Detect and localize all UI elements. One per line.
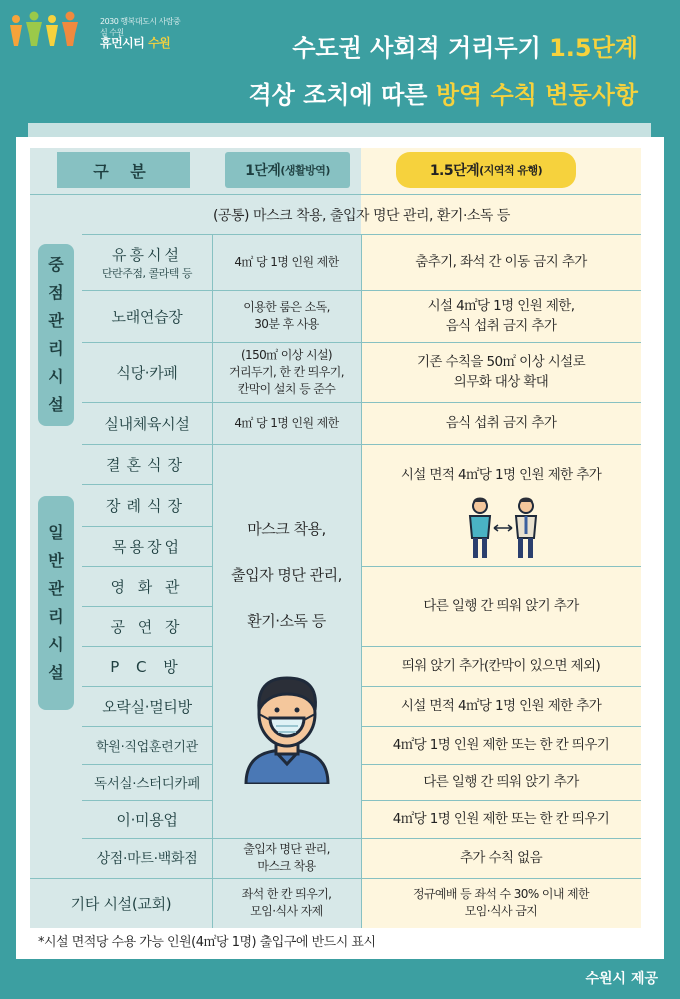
category-store: 상점·마트·백화점 xyxy=(96,851,198,867)
divider xyxy=(30,194,641,195)
masked-man-icon xyxy=(240,672,334,784)
stage15-rule: 다른 일행 간 띄워 앉기 추가 xyxy=(423,774,579,790)
category-beauty-salon: 이·미용업 xyxy=(116,810,178,829)
people-logo-icon xyxy=(8,10,88,48)
group-tag-focus: 중 점 관 리 시 설 xyxy=(38,244,74,426)
category-other-church: 기타 시설(교회) xyxy=(70,894,172,913)
title-underline-banner xyxy=(28,123,651,137)
stage15-rule: 시설 4㎡당 1명 인원 제한, 음식 섭취 금지 추가 xyxy=(427,298,575,334)
category-entertainment: 유흥시설 단란주점, 콜라텍 등 xyxy=(102,245,192,280)
page-title-line2: 격상 조치에 따른 방역 수칙 변동사항 xyxy=(248,81,638,109)
logo xyxy=(8,8,183,48)
header-category: 구 분 xyxy=(57,152,190,188)
stage1-rule: 좌석 한 칸 띄우기, 모임·식사 자제 xyxy=(241,887,332,918)
stage1-rule: (150㎡ 이상 시설) 거리두기, 한 칸 띄우기, 칸막이 설치 등 준수 xyxy=(228,347,344,396)
logo-slogan: 2030 행복대도시 사람중심 수원 xyxy=(100,17,181,37)
logo-city-name: 휴먼시티 수원 xyxy=(100,36,171,50)
category-karaoke: 노래연습장 xyxy=(111,307,183,326)
stage1-general-merged-rule: 마스크 착용, 출입자 명단 관리, 환기·소독 등 xyxy=(231,520,342,630)
stage15-rule: 정규예배 등 좌석 수 30% 이내 제한 모임·식사 금지 xyxy=(412,887,590,918)
category-academy: 학원·직업훈련기관 xyxy=(96,739,198,755)
page-title-line1: 수도권 사회적 거리두기 1.5단계 xyxy=(292,34,638,62)
stage1-rule: 이용한 룸은 소독, 30분 후 사용 xyxy=(243,300,330,331)
common-rule-row: (공통) 마스크 착용, 출입자 명단 관리, 환기·소독 등 xyxy=(213,208,510,224)
stage15-rule: 기존 수칙을 50㎡ 이상 시설로 의무화 대상 확대 xyxy=(416,354,586,390)
credit: 수원시 제공 xyxy=(585,971,658,987)
stage15-rule: 4㎡당 1명 인원 제한 또는 한 칸 띄우기 xyxy=(392,811,610,827)
footnote: *시설 면적당 수용 가능 인원(4㎡당 1명) 출입구에 반드시 표시 xyxy=(38,935,376,950)
header-stage15: 1.5단계 (지역적 유행) xyxy=(396,152,576,188)
header-stage1: 1단계 (생활방역) xyxy=(225,152,350,188)
category-wedding-hall: 결혼식장 xyxy=(106,455,188,474)
stage15-rule: 띄워 앉기 추가(칸막이 있으면 제외) xyxy=(401,658,601,674)
stage15-rule: 춤추기, 좌석 간 이동 금지 추가 xyxy=(415,254,587,270)
category-arcade: 오락실·멀티방 xyxy=(102,697,192,716)
category-pc-room: P C 방 xyxy=(110,657,184,676)
stage15-rule: 시설 면적 4㎡당 1명 인원 제한 추가 xyxy=(400,467,602,483)
category-indoor-sports: 실내체육시설 xyxy=(104,414,190,433)
stage15-rule: 다른 일행 간 띄워 앉기 추가 xyxy=(423,598,579,614)
category-restaurant-cafe: 식당·카페 xyxy=(116,363,178,382)
stage1-rule: 4㎡ 당 1명 인원 제한 xyxy=(234,254,339,269)
category-reading-room: 독서실·스터디카페 xyxy=(94,776,200,792)
stage15-rule: 추가 수칙 없음 xyxy=(459,850,543,866)
stage15-rule: 시설 면적 4㎡당 1명 인원 제한 추가 xyxy=(400,698,602,714)
stage1-rule: 4㎡ 당 1명 인원 제한 xyxy=(234,415,339,430)
category-cinema: 영 화 관 xyxy=(110,577,184,596)
stage15-rule: 음식 섭취 금지 추가 xyxy=(445,415,557,431)
category-funeral-hall: 장례식장 xyxy=(106,496,188,515)
distancing-people-icon xyxy=(466,494,542,560)
category-bathhouse: 목용장업 xyxy=(112,537,182,556)
category-theater: 공 연 장 xyxy=(110,617,184,636)
group-tag-general: 일 반 관 리 시 설 xyxy=(38,496,74,710)
stage15-rule: 4㎡당 1명 인원 제한 또는 한 칸 띄우기 xyxy=(392,737,610,753)
stage1-rule: 출입자 명단 관리, 마스크 착용 xyxy=(243,842,330,873)
